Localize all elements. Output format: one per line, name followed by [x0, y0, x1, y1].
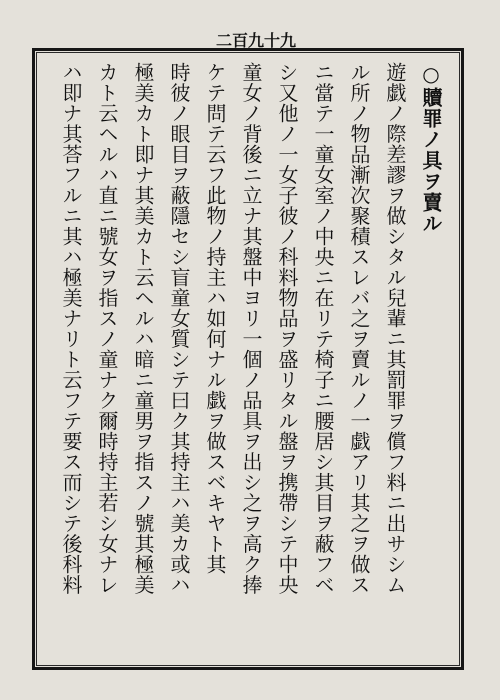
page-number: 二百九十九	[215, 31, 296, 50]
text-column-1: 遊戯ノ際差謬ヲ做シタル兒輩ニ其罰罪ヲ償フ料ニ出サシム	[383, 62, 407, 595]
text-column-9: カト云ヘルハ直ニ號女ヲ指スノ童ナク爾時持主若シ女ナレ	[95, 62, 119, 595]
text-column-4: シ又他ノ一女子彼ノ科料物品ヲ盛リタル盤ヲ携帶シテ中央	[275, 62, 299, 595]
text-column-6: ケテ問テ云フ此物ノ持主ハ如何ナル戯ヲ做スベキヤト其	[203, 62, 227, 575]
text-column-7: 時彼ノ眼目ヲ蔽隱セシ盲童女質シテ曰ク其持主ハ美カ或ハ	[167, 62, 191, 595]
text-column-2: ル所ノ物品漸次聚積スレバ之ヲ賣ルノ一戯アリ其之ヲ做ス	[347, 62, 371, 595]
text-column-5: 童女ノ背後ニ立ナ其盤中ヨリ一個ノ品具ヲ出シ之ヲ高ク捧	[239, 62, 263, 595]
text-column-10: ハ即ナ其荅フルニ其ハ極美ナリト云フテ要ス而シテ後科料	[59, 62, 83, 595]
section-heading: ○贖罪ノ具ヲ賣ル	[419, 62, 443, 234]
text-column-3: ニ當テ一童女室ノ中央ニ在リテ椅子ニ腰居シ其目ヲ蔽フベ	[311, 62, 335, 595]
text-column-8: 極美カト即ナ其美カト云ヘルハ暗ニ童男ヲ指スノ號其極美	[131, 62, 155, 595]
